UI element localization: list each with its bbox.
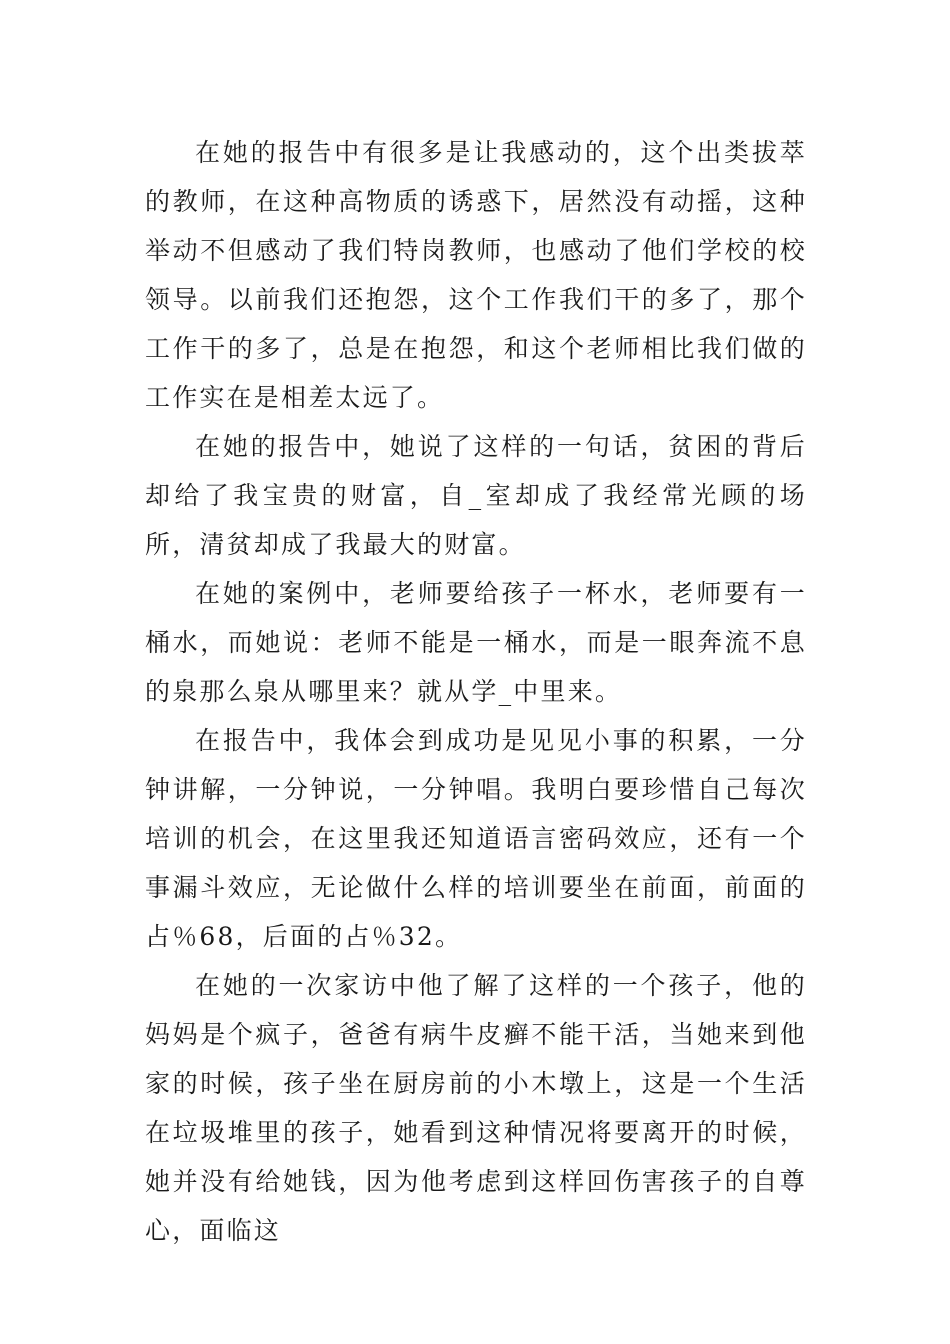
paragraph: 在她的报告中，她说了这样的一句话，贫困的背后却给了我宝贵的财富，自_室却成了我经常光顾的场所，清贫却成了我最大的财富。: [145, 432, 807, 559]
document-body: [145, 128, 807, 1255]
paragraph: 在她的报告中有很多是让我感动的，这个出类拔萃的教师，在这种高物质的诱惑下，居然没有动摇，这种举动不但感动了我们特岗教师，也感动了他们学校的校领导。以前我们还抱怨，这个工作我们干的多了，那个工作干的多了，总是在抱怨，和这个老师相比我们做的工作实在是相差太远了。: [145, 138, 807, 412]
paragraph: 在她的案例中，老师要给孩子一杯水，老师要有一桶水，而她说：老师不能是一桶水，而是一眼奔流不息的泉那么泉从哪里来？就从学_中里来。: [145, 579, 807, 706]
paragraph: 在报告中，我体会到成功是见见小事的积累，一分钟讲解，一分钟说，一分钟唱。我明白要珍惜自己每次培训的机会，在这里我还知道语言密码效应，还有一个事漏斗效应，无论做什么样的培训要坐在前面，前面的占％68，后面的占％32。: [145, 726, 807, 951]
paragraph: 在她的一次家访中他了解了这样的一个孩子，他的妈妈是个疯子，爸爸有病牛皮癣不能干活，当她来到他家的时候，孩子坐在厨房前的小木墩上，这是一个生活在垃圾堆里的孩子，她看到这种情况将要离开的时候，她并没有给她钱，因为他考虑到这样回伤害孩子的自尊心，面临这: [145, 971, 807, 1245]
